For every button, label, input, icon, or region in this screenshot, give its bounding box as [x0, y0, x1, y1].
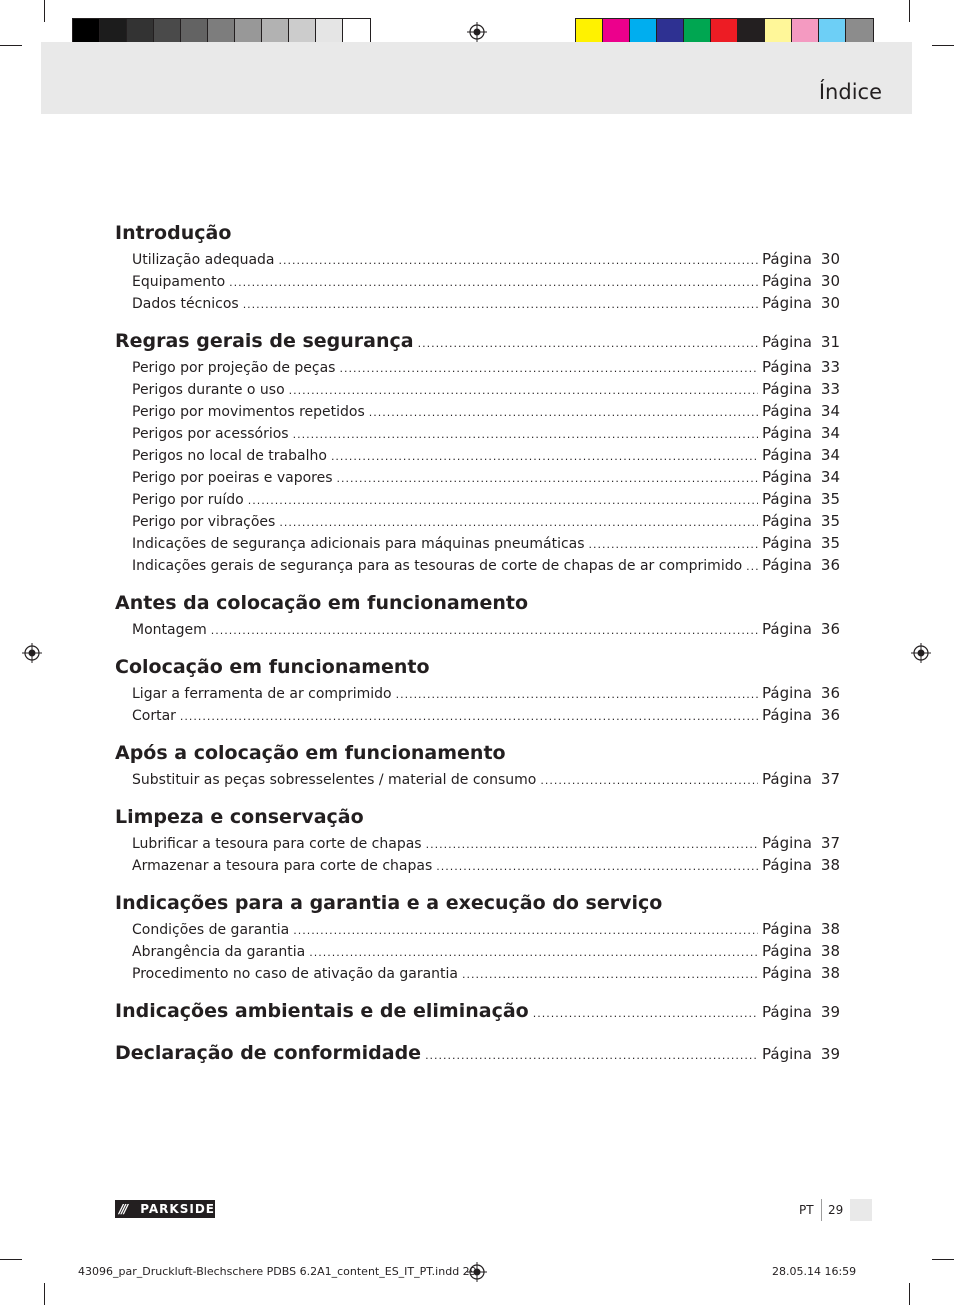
entry-label: Perigo por poeiras e vapores — [132, 470, 333, 486]
entry-label: Perigos por acessórios — [132, 426, 289, 442]
page-number-ref: 30 — [820, 294, 840, 312]
toc-entry[interactable] — [115, 424, 840, 446]
page-word: Página — [762, 468, 812, 486]
dot-leader — [426, 838, 758, 851]
page-reference — [762, 706, 840, 724]
page-number-ref: 33 — [820, 358, 840, 376]
entry-label: Substituir as peças sobresselentes / material de consumo — [132, 772, 537, 788]
entry-label: Perigo por ruído — [132, 492, 244, 508]
page-title: Índice — [818, 80, 882, 104]
dot-leader — [229, 276, 758, 289]
entry-label: Lubrificar a tesoura para corte de chapas — [132, 836, 422, 852]
toc-section-heading[interactable] — [115, 1000, 840, 1028]
page-reference — [762, 856, 840, 874]
dot-leader — [331, 450, 758, 463]
header-band — [41, 42, 912, 114]
page-word: Página — [762, 706, 812, 724]
page-reference — [762, 620, 840, 638]
entry-label: Montagem — [132, 622, 207, 638]
entry-label: Procedimento no caso de ativação da garantia — [132, 966, 459, 982]
toc-entry[interactable] — [115, 402, 840, 424]
section-title: Regras gerais de segurança — [115, 330, 414, 352]
dot-leader — [339, 362, 758, 375]
page-number-ref: 34 — [820, 424, 840, 442]
page-word: Página — [762, 294, 812, 312]
page-reference — [762, 964, 840, 982]
toc-section-heading[interactable] — [115, 806, 840, 834]
crop-mark — [0, 45, 22, 46]
page-reference — [762, 272, 840, 290]
dot-leader — [589, 538, 759, 551]
toc-entry[interactable] — [115, 272, 840, 294]
page-word: Página — [762, 446, 812, 464]
toc-entry[interactable] — [115, 294, 840, 316]
toc-entry[interactable] — [115, 942, 840, 964]
parkside-logo — [115, 1200, 215, 1218]
page-reference — [762, 380, 840, 398]
page-word: Página — [762, 920, 812, 938]
crop-mark — [909, 0, 910, 22]
entry-label: Cortar — [132, 708, 176, 724]
page-number-ref: 34 — [820, 446, 840, 464]
toc-section — [115, 742, 840, 792]
registration-mark-icon — [467, 22, 487, 42]
entry-label: Equipamento — [132, 274, 226, 290]
page-number-ref: 38 — [820, 964, 840, 982]
page-word: Página — [762, 770, 812, 788]
dot-leader — [293, 924, 758, 937]
toc-entry[interactable] — [115, 250, 840, 272]
page-reference — [762, 534, 840, 552]
page-word: Página — [762, 856, 812, 874]
toc-section — [115, 1042, 840, 1070]
page-number-ref: 38 — [820, 856, 840, 874]
page-number-ref: 33 — [820, 380, 840, 398]
dot-leader — [746, 560, 758, 573]
toc-entry[interactable] — [115, 468, 840, 490]
dot-leader — [436, 860, 758, 873]
dot-leader — [243, 298, 758, 311]
page-number-ref: 30 — [820, 272, 840, 290]
slug-date: 28.05.14 16:59 — [772, 1265, 857, 1278]
entry-label: Ligar a ferramenta de ar comprimido — [132, 686, 392, 702]
page-reference — [762, 250, 840, 268]
toc-entry[interactable] — [115, 358, 840, 380]
toc-section — [115, 222, 840, 316]
crop-mark — [44, 0, 45, 22]
registration-mark-icon — [22, 643, 42, 663]
crop-mark — [932, 1259, 954, 1260]
page-number-ref: 34 — [820, 402, 840, 420]
page-number-ref: 36 — [820, 706, 840, 724]
toc-section — [115, 330, 840, 578]
toc-entry[interactable] — [115, 490, 840, 512]
page-number-ref: 38 — [820, 942, 840, 960]
dot-leader — [279, 516, 758, 529]
page-word: Página — [762, 964, 812, 982]
footer-tab — [850, 1199, 872, 1221]
page-number-ref: 35 — [820, 512, 840, 530]
page-word: Página — [762, 490, 812, 508]
section-title: Antes da colocação em funcionamento — [115, 592, 529, 614]
footer-divider — [821, 1199, 822, 1221]
entry-label: Armazenar a tesoura para corte de chapas — [132, 858, 433, 874]
page-word: Página — [762, 834, 812, 852]
crop-mark — [44, 1283, 45, 1305]
page-number-ref: 36 — [820, 556, 840, 574]
toc-section — [115, 806, 840, 878]
toc-section-heading[interactable] — [115, 222, 840, 250]
page-reference — [762, 920, 840, 938]
toc-entry[interactable] — [115, 512, 840, 534]
dot-leader — [279, 254, 759, 267]
dot-leader — [248, 494, 758, 507]
entry-label: Perigos durante o uso — [132, 382, 285, 398]
toc-entry[interactable] — [115, 446, 840, 468]
dot-leader — [293, 428, 758, 441]
toc-entry[interactable] — [115, 964, 840, 986]
page-reference — [762, 1003, 840, 1021]
toc-entry[interactable] — [115, 684, 840, 706]
page-word: Página — [762, 333, 812, 351]
slug-filename: 43096_par_Druckluft-Blechschere PDBS 6.2A1_content_ES_IT_PT.indd 29 — [78, 1265, 477, 1278]
page-reference — [762, 942, 840, 960]
page-word: Página — [762, 272, 812, 290]
page-reference — [762, 294, 840, 312]
dot-leader — [540, 774, 758, 787]
toc-section-heading[interactable] — [115, 330, 840, 358]
dot-leader — [289, 384, 758, 397]
section-title: Indicações para a garantia e a execução do serviço — [115, 892, 663, 914]
page-reference — [762, 333, 840, 351]
page-number: 29 — [828, 1203, 844, 1217]
page-reference — [762, 556, 840, 574]
toc-entry[interactable] — [115, 834, 840, 856]
page-number-ref: 30 — [820, 250, 840, 268]
page-reference — [762, 424, 840, 442]
toc-entry[interactable] — [115, 856, 840, 878]
logo-slashes: /// — [119, 1202, 127, 1216]
toc-entry[interactable] — [115, 620, 840, 642]
toc-entry[interactable] — [115, 920, 840, 942]
page-word: Página — [762, 684, 812, 702]
toc-entry[interactable] — [115, 770, 840, 792]
toc-entry[interactable] — [115, 534, 840, 556]
entry-label: Perigos no local de trabalho — [132, 448, 327, 464]
entry-label: Condições de garantia — [132, 922, 290, 938]
dot-leader — [462, 968, 758, 981]
crop-mark — [0, 1259, 22, 1260]
table-of-contents — [115, 222, 840, 1084]
toc-section-heading[interactable] — [115, 1042, 840, 1070]
dot-leader — [369, 406, 758, 419]
brand-name: PARKSIDE — [140, 1202, 215, 1216]
entry-label: Abrangência da garantia — [132, 944, 306, 960]
page-word: Página — [762, 402, 812, 420]
entry-label: Perigo por vibrações — [132, 514, 276, 530]
crop-mark — [909, 1283, 910, 1305]
page-number-ref: 39 — [820, 1003, 840, 1021]
page-reference — [762, 446, 840, 464]
page-reference — [762, 490, 840, 508]
page-word: Página — [762, 424, 812, 442]
page-number-ref: 36 — [820, 620, 840, 638]
page-number-ref: 38 — [820, 920, 840, 938]
toc-entry[interactable] — [115, 556, 840, 578]
section-title: Indicações ambientais e de eliminação — [115, 1000, 529, 1022]
entry-label: Indicações gerais de segurança para as tesouras de corte de chapas de ar comprimido — [132, 558, 743, 574]
toc-section-heading[interactable] — [115, 592, 840, 620]
section-title: Introdução — [115, 222, 232, 244]
registration-mark-icon — [911, 643, 931, 663]
page-word: Página — [762, 556, 812, 574]
page-number-ref: 34 — [820, 468, 840, 486]
section-title: Limpeza e conservação — [115, 806, 364, 828]
toc-entry[interactable] — [115, 706, 840, 728]
dot-leader — [425, 1049, 758, 1062]
page-reference — [762, 358, 840, 376]
toc-section — [115, 1000, 840, 1028]
toc-section-heading[interactable] — [115, 742, 840, 770]
entry-label: Indicações de segurança adicionais para máquinas pneumáticas — [132, 536, 585, 552]
dot-leader — [337, 472, 759, 485]
page-word: Página — [762, 358, 812, 376]
toc-section — [115, 656, 840, 728]
toc-section-heading[interactable] — [115, 892, 840, 920]
page-number-ref: 36 — [820, 684, 840, 702]
section-title: Após a colocação em funcionamento — [115, 742, 506, 764]
page-reference — [762, 512, 840, 530]
page-word: Página — [762, 250, 812, 268]
crop-mark — [932, 45, 954, 46]
language-code: PT — [799, 1203, 814, 1217]
page-word: Página — [762, 620, 812, 638]
dot-leader — [180, 710, 758, 723]
page-number-ref: 35 — [820, 534, 840, 552]
entry-label: Dados técnicos — [132, 296, 239, 312]
section-title: Colocação em funcionamento — [115, 656, 430, 678]
page-number-ref: 37 — [820, 834, 840, 852]
section-title: Declaração de conformidade — [115, 1042, 422, 1064]
page-reference — [762, 684, 840, 702]
page-number-ref: 35 — [820, 490, 840, 508]
page-reference — [762, 402, 840, 420]
dot-leader — [211, 624, 758, 637]
page-word: Página — [762, 1003, 812, 1021]
page-word: Página — [762, 1045, 812, 1063]
toc-section-heading[interactable] — [115, 656, 840, 684]
page-word: Página — [762, 942, 812, 960]
dot-leader — [396, 688, 758, 701]
dot-leader — [418, 337, 758, 350]
page-reference — [762, 770, 840, 788]
entry-label: Perigo por movimentos repetidos — [132, 404, 365, 420]
page-reference — [762, 1045, 840, 1063]
page-word: Página — [762, 380, 812, 398]
page-number-ref: 37 — [820, 770, 840, 788]
toc-section — [115, 892, 840, 986]
dot-leader — [309, 946, 758, 959]
toc-section — [115, 592, 840, 642]
toc-entry[interactable] — [115, 380, 840, 402]
page-word: Página — [762, 512, 812, 530]
page-number-ref: 31 — [820, 333, 840, 351]
entry-label: Utilização adequada — [132, 252, 275, 268]
page-reference — [762, 468, 840, 486]
entry-label: Perigo por projeção de peças — [132, 360, 336, 376]
page-reference — [762, 834, 840, 852]
page-word: Página — [762, 534, 812, 552]
page-number-ref: 39 — [820, 1045, 840, 1063]
dot-leader — [533, 1007, 758, 1020]
